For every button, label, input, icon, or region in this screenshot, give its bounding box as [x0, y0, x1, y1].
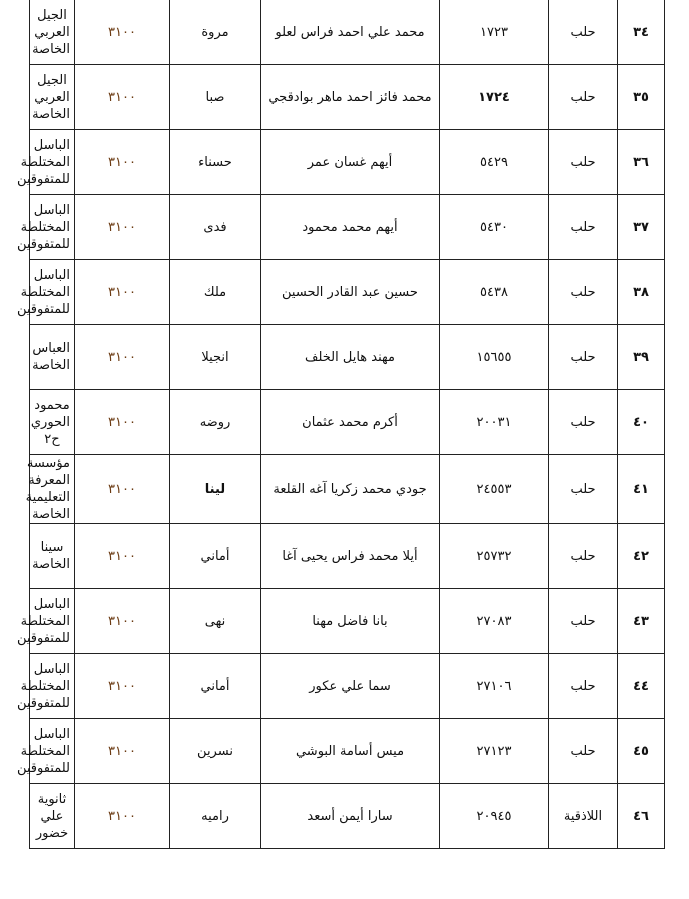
- city: حلب: [549, 260, 618, 325]
- student-id: ٢٧١٠٦: [440, 654, 549, 719]
- row-number: ٣٨: [618, 260, 665, 325]
- row-number: ٣٤: [618, 0, 665, 65]
- results-table: [16, 0, 665, 849]
- mother-name: ملك: [170, 260, 261, 325]
- mother-name: نهى: [170, 589, 261, 654]
- score: ٣١٠٠: [75, 524, 170, 589]
- student-id: ٢٤٥٥٣: [440, 455, 549, 524]
- city: حلب: [549, 0, 618, 65]
- city: حلب: [549, 719, 618, 784]
- school: مؤسسة المعرفة التعليمية الخاصة: [30, 455, 75, 524]
- city: حلب: [549, 589, 618, 654]
- table-row: [30, 0, 665, 65]
- table-row: [30, 325, 665, 390]
- score: ٣١٠٠: [75, 589, 170, 654]
- score: ٣١٠٠: [75, 130, 170, 195]
- city: حلب: [549, 195, 618, 260]
- school: الجيل العربي الخاصة: [30, 0, 75, 65]
- school: الباسل المختلطة للمتفوقين: [30, 589, 75, 654]
- school: الباسل المختلطة للمتفوقين: [30, 719, 75, 784]
- score: ٣١٠٠: [75, 65, 170, 130]
- city: اللاذقية: [549, 784, 618, 849]
- student-name: أيهم محمد محمود: [261, 195, 440, 260]
- table-row: [30, 390, 665, 455]
- city: حلب: [549, 455, 618, 524]
- row-number: ٤٥: [618, 719, 665, 784]
- mother-name: أماني: [170, 524, 261, 589]
- score: ٣١٠٠: [75, 784, 170, 849]
- table-row: [30, 130, 665, 195]
- city: حلب: [549, 130, 618, 195]
- student-name: ميس أسامة البوشي: [261, 719, 440, 784]
- student-id: ١٥٦٥٥: [440, 325, 549, 390]
- student-name: أيهم غسان عمر: [261, 130, 440, 195]
- school: محمود الحوري ح٢: [30, 390, 75, 455]
- row-number: ٣٧: [618, 195, 665, 260]
- city: حلب: [549, 65, 618, 130]
- city: حلب: [549, 524, 618, 589]
- table-row: [30, 654, 665, 719]
- row-number: ٤٢: [618, 524, 665, 589]
- student-id: ٥٤٣٨: [440, 260, 549, 325]
- student-name: سارا أيمن أسعد: [261, 784, 440, 849]
- score: ٣١٠٠: [75, 195, 170, 260]
- row-number: ٣٩: [618, 325, 665, 390]
- score: ٣١٠٠: [75, 654, 170, 719]
- mother-name: انجيلا: [170, 325, 261, 390]
- school: الجيل العربي الخاصة: [30, 65, 75, 130]
- table-row: [30, 524, 665, 589]
- score: ٣١٠٠: [75, 455, 170, 524]
- student-name: حسين عبد القادر الحسين: [261, 260, 440, 325]
- row-number: ٤٣: [618, 589, 665, 654]
- student-name: بانا فاضل مهنا: [261, 589, 440, 654]
- table-row: [30, 195, 665, 260]
- school: الباسل المختلطة للمتفوقين: [30, 260, 75, 325]
- student-name: سما علي عكور: [261, 654, 440, 719]
- student-name: أكرم محمد عثمان: [261, 390, 440, 455]
- score: ٣١٠٠: [75, 325, 170, 390]
- school: سينا الخاصة: [30, 524, 75, 589]
- row-number: ٤٤: [618, 654, 665, 719]
- mother-name: راميه: [170, 784, 261, 849]
- table-row: [30, 65, 665, 130]
- city: حلب: [549, 390, 618, 455]
- mother-name: روضه: [170, 390, 261, 455]
- student-id: ٢٠٩٤٥: [440, 784, 549, 849]
- score: ٣١٠٠: [75, 719, 170, 784]
- school: الباسل المختلطة للمتفوقين: [30, 654, 75, 719]
- student-name: جودي محمد زكريا آغه القلعة: [261, 455, 440, 524]
- table-row: [30, 260, 665, 325]
- student-id: ٥٤٣٠: [440, 195, 549, 260]
- student-name: محمد فائز احمد ماهر بوادقجي: [261, 65, 440, 130]
- student-id: ٢٥٧٣٢: [440, 524, 549, 589]
- student-id: ٢٧٠٨٣: [440, 589, 549, 654]
- school: الباسل المختلطة للمتفوقين: [30, 195, 75, 260]
- mother-name: صبا: [170, 65, 261, 130]
- student-name: مهند هايل الخلف: [261, 325, 440, 390]
- table-row: [30, 784, 665, 849]
- row-number: ٤٦: [618, 784, 665, 849]
- table-row: [30, 719, 665, 784]
- school: الباسل المختلطة للمتفوقين: [30, 130, 75, 195]
- row-number: ٤١: [618, 455, 665, 524]
- mother-name: فدى: [170, 195, 261, 260]
- city: حلب: [549, 325, 618, 390]
- school: ثانوية علي خضور: [30, 784, 75, 849]
- student-id: ١٧٢٣: [440, 0, 549, 65]
- student-name: محمد علي احمد فراس لعلو: [261, 0, 440, 65]
- mother-name: نسرين: [170, 719, 261, 784]
- mother-name: مروة: [170, 0, 261, 65]
- city: حلب: [549, 654, 618, 719]
- mother-name: أماني: [170, 654, 261, 719]
- score: ٣١٠٠: [75, 260, 170, 325]
- row-number: ٣٦: [618, 130, 665, 195]
- student-id: ٢٧١٢٣: [440, 719, 549, 784]
- student-id: ٢٠٠٣١: [440, 390, 549, 455]
- score: ٣١٠٠: [75, 390, 170, 455]
- mother-name: حسناء: [170, 130, 261, 195]
- score: ٣١٠٠: [75, 0, 170, 65]
- student-id: ٥٤٢٩: [440, 130, 549, 195]
- student-id: ١٧٢٤: [440, 65, 549, 130]
- table-row: [30, 455, 665, 524]
- row-number: ٣٥: [618, 65, 665, 130]
- student-name: أيلا محمد فراس يحيى آغا: [261, 524, 440, 589]
- row-number: ٤٠: [618, 390, 665, 455]
- table-row: [30, 589, 665, 654]
- mother-name: لينا: [170, 455, 261, 524]
- school: العباس الخاصة: [30, 325, 75, 390]
